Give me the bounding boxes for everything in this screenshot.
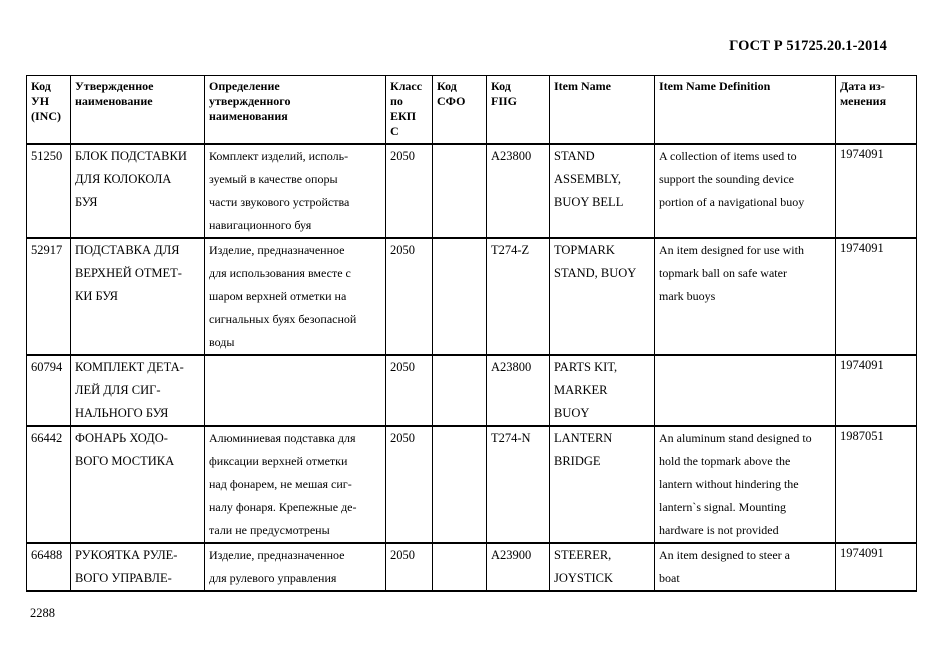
cell-fiig: T274-N	[487, 426, 550, 543]
table-header-row	[27, 76, 917, 145]
cell-item-definition: An item designed for use with topmark ball on safe water mark buoys	[655, 238, 836, 355]
cell-fiig: A23800	[487, 355, 550, 426]
col-header-fiig: Код FIIG	[487, 76, 550, 145]
cell-class: 2050	[386, 543, 433, 591]
cell-definition-ru: Изделие, предназначенное для использования вместе с шаром верхней отметки на сигнальных буях безопасной воды	[205, 238, 386, 355]
col-header-item-definition: Item Name Definition	[655, 76, 836, 145]
cell-date: 1974091	[836, 144, 917, 238]
table-row	[27, 426, 917, 543]
cell-name-ru: ФОНАРЬ ХОДО- ВОГО МОСТИКА	[71, 426, 205, 543]
table-row	[27, 355, 917, 426]
cell-name-ru: ПОДСТАВКА ДЛЯ ВЕРХНЕЙ ОТМЕТ- КИ БУЯ	[71, 238, 205, 355]
cell-fiig: A23900	[487, 543, 550, 591]
cell-code: 60794	[27, 355, 71, 426]
cell-item-definition: An item designed to steer a boat	[655, 543, 836, 591]
cell-code: 51250	[27, 144, 71, 238]
cell-definition-ru: Комплект изделий, исполь- зуемый в качестве опоры части звукового устройства навигационного буя	[205, 144, 386, 238]
cell-item-name: LANTERN BRIDGE	[550, 426, 655, 543]
nomenclature-table	[26, 75, 917, 592]
table-row	[27, 543, 917, 591]
document-standard-header: ГОСТ Р 51725.20.1-2014	[729, 38, 887, 54]
table-row	[27, 238, 917, 355]
col-header-class: Класс по ЕКП С	[386, 76, 433, 145]
cell-definition-ru: Алюминиевая подставка для фиксации верхней отметки над фонарем, не мешая сиг- налу фонаря. Крепежные де- тали не предусмотрены	[205, 426, 386, 543]
table-row	[27, 144, 917, 238]
cell-code: 66442	[27, 426, 71, 543]
cell-class: 2050	[386, 426, 433, 543]
col-header-code: Код УН (INC)	[27, 76, 71, 145]
cell-date: 1974091	[836, 355, 917, 426]
cell-sfo	[433, 144, 487, 238]
cell-item-name: STEERER, JOYSTICK	[550, 543, 655, 591]
col-header-definition: Определение утвержденного наименования	[205, 76, 386, 145]
cell-sfo	[433, 355, 487, 426]
cell-name-ru: РУКОЯТКА РУЛЕ- ВОГО УПРАВЛЕ-	[71, 543, 205, 591]
cell-code: 66488	[27, 543, 71, 591]
cell-item-definition: A collection of items used to support the sounding device portion of a navigational buoy	[655, 144, 836, 238]
cell-sfo	[433, 426, 487, 543]
col-header-item-name: Item Name	[550, 76, 655, 145]
cell-item-name: PARTS KIT, MARKER BUOY	[550, 355, 655, 426]
cell-class: 2050	[386, 144, 433, 238]
cell-item-definition	[655, 355, 836, 426]
cell-date: 1974091	[836, 543, 917, 591]
page-number: 2288	[30, 606, 55, 620]
col-header-sfo: Код СФО	[433, 76, 487, 145]
col-header-approved-name: Утвержденное наименование	[71, 76, 205, 145]
cell-definition-ru: Изделие, предназначенное для рулевого управления	[205, 543, 386, 591]
cell-item-name: STAND ASSEMBLY, BUOY BELL	[550, 144, 655, 238]
cell-definition-ru	[205, 355, 386, 426]
cell-fiig: A23800	[487, 144, 550, 238]
col-header-change-date: Дата из- менения	[836, 76, 917, 145]
cell-item-name: TOPMARK STAND, BUOY	[550, 238, 655, 355]
cell-fiig: T274-Z	[487, 238, 550, 355]
cell-sfo	[433, 238, 487, 355]
cell-name-ru: БЛОК ПОДСТАВКИ ДЛЯ КОЛОКОЛА БУЯ	[71, 144, 205, 238]
cell-code: 52917	[27, 238, 71, 355]
cell-date: 1974091	[836, 238, 917, 355]
cell-date: 1987051	[836, 426, 917, 543]
cell-name-ru: КОМПЛЕКТ ДЕТА- ЛЕЙ ДЛЯ СИГ- НАЛЬНОГО БУЯ	[71, 355, 205, 426]
cell-class: 2050	[386, 238, 433, 355]
cell-class: 2050	[386, 355, 433, 426]
cell-sfo	[433, 543, 487, 591]
cell-item-definition: An aluminum stand designed to hold the topmark above the lantern without hindering the lantern`s signal. Mounting hardware is not provided	[655, 426, 836, 543]
